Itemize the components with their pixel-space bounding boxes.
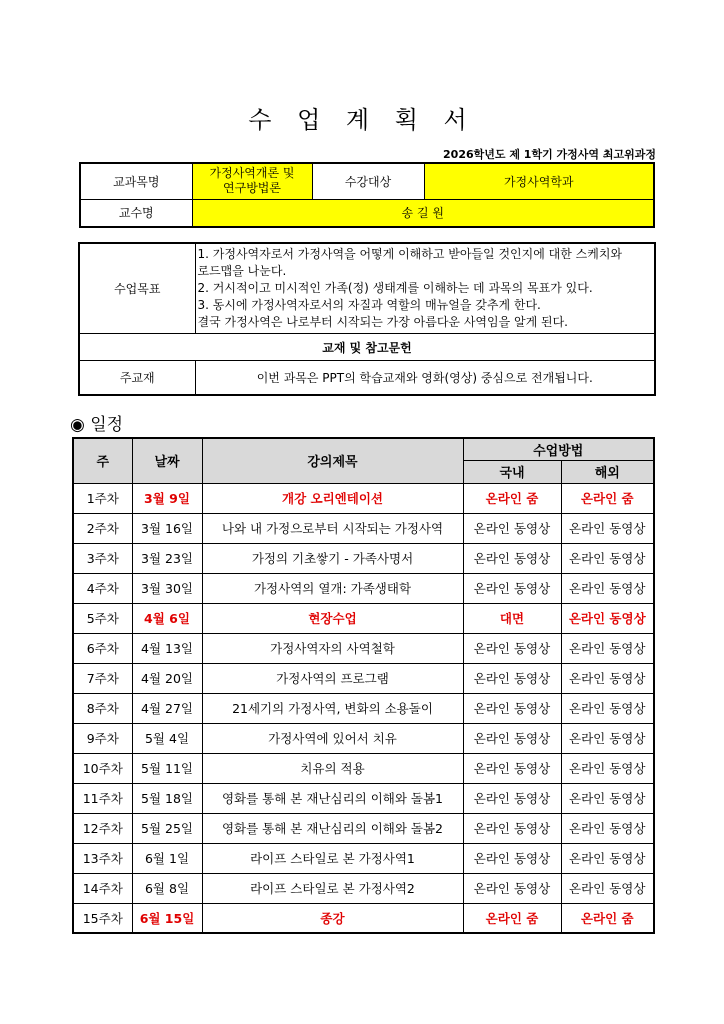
overseas-method-cell: 온라인 동영상 (561, 873, 654, 903)
schedule-row (73, 633, 654, 663)
lecture-title-cell: 가정사역자의 사역철학 (202, 633, 463, 663)
lecture-title-cell: 현장수업 (202, 603, 463, 633)
date-cell: 5월 11일 (132, 753, 202, 783)
lecture-title-cell: 라이프 스타일로 본 가정사역2 (202, 873, 463, 903)
lecture-title-cell: 가정의 기초쌓기 - 가족사명서 (202, 543, 463, 573)
target-value: 가정사역학과 (424, 163, 654, 199)
domestic-method-cell: 온라인 동영상 (463, 783, 561, 813)
goal-line: 결국 가정사역은 나로부터 시작되는 가장 아름다운 사역임을 알게 된다. (197, 315, 569, 329)
week-cell: 9주차 (73, 723, 132, 753)
domestic-method-cell: 온라인 동영상 (463, 693, 561, 723)
overseas-header: 해외 (561, 460, 654, 483)
textbook-value: 이번 과목은 PPT의 학습교재와 영화(영상) 중심으로 전개됩니다. (195, 361, 655, 395)
week-cell: 2주차 (73, 513, 132, 543)
domestic-method-cell: 온라인 줌 (463, 483, 561, 513)
overseas-method-cell: 온라인 동영상 (561, 753, 654, 783)
goal-label: 수업목표 (79, 243, 195, 334)
week-cell: 11주차 (73, 783, 132, 813)
course-value (192, 163, 312, 199)
course-info-table (79, 162, 655, 228)
overseas-method-cell: 온라인 동영상 (561, 843, 654, 873)
goal-line: 2. 거시적이고 미시적인 가족(정) 생태계를 이해하는 데 과목의 목표가 있다. (197, 281, 593, 295)
domestic-method-cell: 온라인 동영상 (463, 663, 561, 693)
schedule-row (73, 573, 654, 603)
week-cell: 5주차 (73, 603, 132, 633)
domestic-method-cell: 온라인 동영상 (463, 543, 561, 573)
date-cell: 5월 25일 (132, 813, 202, 843)
week-cell: 4주차 (73, 573, 132, 603)
week-cell: 12주차 (73, 813, 132, 843)
week-cell: 14주차 (73, 873, 132, 903)
overseas-method-cell: 온라인 줌 (561, 483, 654, 513)
course-value-line1: 가정사역개론 및 (209, 166, 295, 181)
date-cell: 3월 16일 (132, 513, 202, 543)
schedule-row (73, 753, 654, 783)
schedule-row (73, 723, 654, 753)
week-cell: 13주차 (73, 843, 132, 873)
books-header: 교재 및 참고문헌 (79, 334, 655, 361)
lecture-title-cell: 가정사역의 열개: 가족생태학 (202, 573, 463, 603)
lecture-title-cell: 치유의 적용 (202, 753, 463, 783)
lecture-title-cell: 종강 (202, 903, 463, 933)
date-cell: 6월 8일 (132, 873, 202, 903)
lecture-title-cell: 나와 내 가정으로부터 시작되는 가정사역 (202, 513, 463, 543)
schedule-heading: ◉ 일정 (70, 415, 124, 435)
lecture-title-cell: 가정사역의 프로그램 (202, 663, 463, 693)
week-header: 주 (73, 438, 132, 483)
week-cell: 6주차 (73, 633, 132, 663)
date-cell: 4월 6일 (132, 603, 202, 633)
course-label: 교과목명 (80, 163, 192, 199)
date-cell: 4월 13일 (132, 633, 202, 663)
schedule-row (73, 663, 654, 693)
overseas-method-cell: 온라인 동영상 (561, 783, 654, 813)
goal-line: 1. 가정사역자로서 가정사역을 어떻게 이해하고 받아들일 것인지에 대한 스케치와 (197, 247, 623, 261)
overseas-method-cell: 온라인 동영상 (561, 543, 654, 573)
domestic-method-cell: 온라인 동영상 (463, 633, 561, 663)
course-value-line2: 연구방법론 (223, 181, 281, 196)
goal-line: 로드맵을 나눈다. (197, 264, 287, 278)
date-cell: 5월 4일 (132, 723, 202, 753)
course-goal-table (78, 242, 656, 396)
professor-value: 송 길 원 (192, 199, 654, 227)
date-cell: 3월 30일 (132, 573, 202, 603)
week-cell: 3주차 (73, 543, 132, 573)
professor-label: 교수명 (80, 199, 192, 227)
date-cell: 4월 27일 (132, 693, 202, 723)
goal-line: 3. 동시에 가정사역자로서의 자질과 역할의 매뉴얼을 갖추게 한다. (197, 298, 541, 312)
week-cell: 10주차 (73, 753, 132, 783)
method-header: 수업방법 (463, 438, 654, 460)
lecture-title-cell: 라이프 스타일로 본 가정사역1 (202, 843, 463, 873)
week-cell: 8주차 (73, 693, 132, 723)
schedule-row (73, 543, 654, 573)
lecture-title-cell: 21세기의 가정사역, 변화의 소용돌이 (202, 693, 463, 723)
semester-subtitle: 2026학년도 제 1학기 가정사역 최고위과정 (443, 148, 656, 161)
schedule-row (73, 693, 654, 723)
goal-text (195, 243, 655, 334)
domestic-method-cell: 온라인 줌 (463, 903, 561, 933)
lecture-title-cell: 개강 오리엔테이션 (202, 483, 463, 513)
lecture-header: 강의제목 (202, 438, 463, 483)
schedule-row (73, 513, 654, 543)
lecture-title-cell: 영화를 통해 본 재난심리의 이해와 돌봄1 (202, 783, 463, 813)
page-title: 수 업 계 획 서 (248, 106, 476, 134)
week-cell: 1주차 (73, 483, 132, 513)
overseas-method-cell: 온라인 줌 (561, 903, 654, 933)
schedule-row (73, 843, 654, 873)
date-cell: 6월 1일 (132, 843, 202, 873)
schedule-row (73, 483, 654, 513)
schedule-table (72, 437, 655, 934)
schedule-row (73, 783, 654, 813)
week-cell: 15주차 (73, 903, 132, 933)
date-cell: 5월 18일 (132, 783, 202, 813)
overseas-method-cell: 온라인 동영상 (561, 633, 654, 663)
overseas-method-cell: 온라인 동영상 (561, 603, 654, 633)
overseas-method-cell: 온라인 동영상 (561, 663, 654, 693)
schedule-row (73, 873, 654, 903)
domestic-method-cell: 온라인 동영상 (463, 753, 561, 783)
target-label: 수강대상 (312, 163, 424, 199)
overseas-method-cell: 온라인 동영상 (561, 513, 654, 543)
domestic-method-cell: 온라인 동영상 (463, 843, 561, 873)
domestic-method-cell: 온라인 동영상 (463, 813, 561, 843)
date-cell: 6월 15일 (132, 903, 202, 933)
date-cell: 3월 9일 (132, 483, 202, 513)
week-cell: 7주차 (73, 663, 132, 693)
overseas-method-cell: 온라인 동영상 (561, 693, 654, 723)
overseas-method-cell: 온라인 동영상 (561, 813, 654, 843)
date-header: 날짜 (132, 438, 202, 483)
schedule-row (73, 903, 654, 933)
domestic-method-cell: 온라인 동영상 (463, 723, 561, 753)
lecture-title-cell: 영화를 통해 본 재난심리의 이해와 돌봄2 (202, 813, 463, 843)
date-cell: 3월 23일 (132, 543, 202, 573)
overseas-method-cell: 온라인 동영상 (561, 723, 654, 753)
schedule-row (73, 603, 654, 633)
domestic-method-cell: 온라인 동영상 (463, 873, 561, 903)
domestic-header: 국내 (463, 460, 561, 483)
lecture-title-cell: 가정사역에 있어서 치유 (202, 723, 463, 753)
domestic-method-cell: 온라인 동영상 (463, 513, 561, 543)
schedule-row (73, 813, 654, 843)
domestic-method-cell: 온라인 동영상 (463, 573, 561, 603)
textbook-label: 주교재 (79, 361, 195, 395)
overseas-method-cell: 온라인 동영상 (561, 573, 654, 603)
date-cell: 4월 20일 (132, 663, 202, 693)
domestic-method-cell: 대면 (463, 603, 561, 633)
